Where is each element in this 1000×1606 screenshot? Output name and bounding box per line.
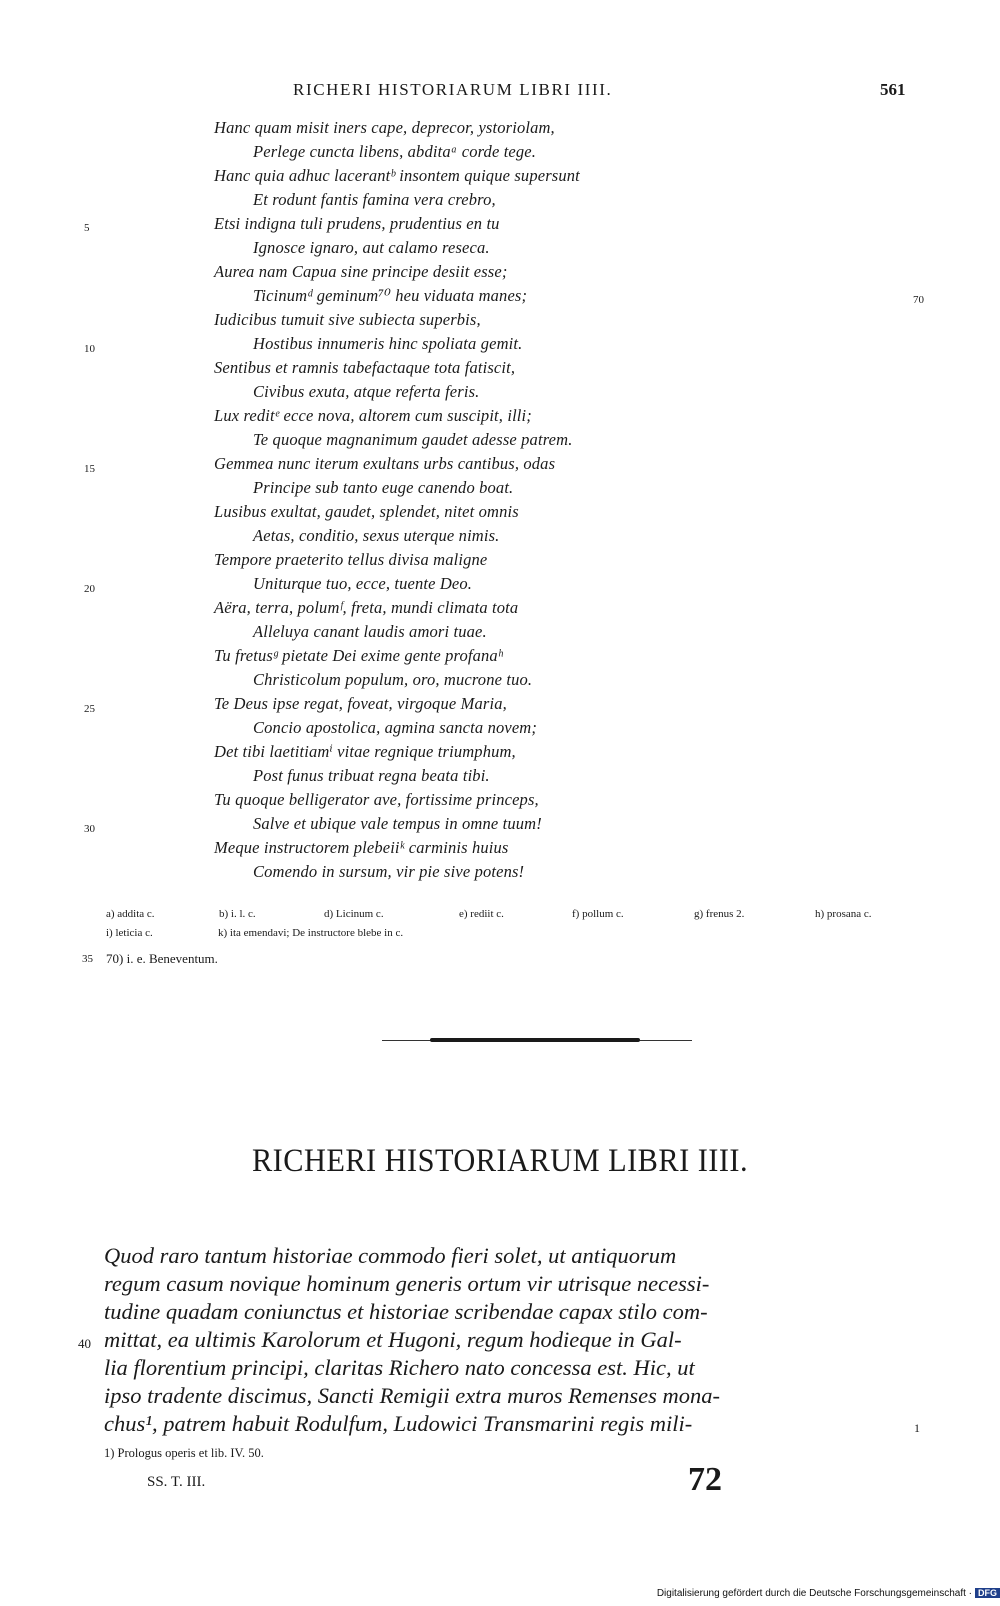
verse-line: Hanc quam misit iners cape, deprecor, ystoriolam, — [214, 118, 555, 137]
verse-line: Meque instructorem plebeiiᵏ carminis huius — [214, 838, 509, 857]
prose-line: mittat, ea ultimis Karolorum et Hugoni, regum hodieque in Gal- — [104, 1327, 682, 1352]
prose-line: tudine quadam coniunctus et historiae scribendae capax stilo com- — [104, 1299, 708, 1324]
verse-line: Uniturque tuo, ecce, tuente Deo. — [253, 574, 473, 593]
verse-line: Alleluya canant laudis amori tuae. — [253, 622, 487, 641]
footnote-70: 70) i. e. Beneventum. — [106, 951, 218, 966]
verse-line: Etsi indigna tuli prudens, prudentius en tu — [214, 214, 500, 233]
footnote: i) leticia c. — [106, 927, 153, 939]
line-number: 35 — [82, 953, 93, 965]
verse-line: Lusibus exultat, gaudet, splendet, nitet omnis — [214, 502, 519, 521]
verse-line: Det tibi laetitiamⁱ vitae regnique triumphum, — [214, 742, 516, 761]
dfg-credit — [657, 1588, 1000, 1599]
footnote: d) Licinum c. — [324, 908, 384, 920]
verse-line: Aetas, conditio, sexus uterque nimis. — [253, 526, 500, 545]
verse-line: Te Deus ipse regat, foveat, virgoque Maria, — [214, 694, 507, 713]
verse-line: Tu fretusᵍ pietate Dei exime gente profanaʰ — [214, 646, 503, 665]
verse-line: Hanc quia adhuc lacerantᵇ insontem quique supersunt — [214, 166, 580, 185]
dfg-credit-text: Digitalisierung gefördert durch die Deutsche Forschungsgemeinschaft · — [656, 1588, 972, 1599]
line-number: 25 — [84, 703, 95, 715]
verse-line: Perlege cuncta libens, abditaᵃ corde tege. — [253, 142, 537, 161]
line-number: 10 — [84, 343, 95, 355]
margin-reference: 70 — [913, 294, 924, 306]
verse-line: Hostibus innumeris hinc spoliata gemit. — [253, 334, 523, 353]
verse-line: Concio apostolica, agmina sancta novem; — [253, 718, 538, 737]
verse-line: Ignosce ignaro, aut calamo reseca. — [253, 238, 490, 257]
footnote: k) ita emendavi; De instructore blebe in c. — [218, 927, 404, 939]
page-number: 561 — [880, 80, 906, 99]
section-title: RICHERI HISTORIARUM LIBRI IIII. — [251, 1143, 749, 1179]
footnote: f) pollum c. — [572, 908, 624, 920]
verse-line: Comendo in sursum, vir pie sive potens! — [253, 862, 525, 881]
prose-line: regum casum novique hominum generis ortum vir utrisque necessi- — [104, 1271, 710, 1296]
line-number: 20 — [84, 583, 95, 595]
dfg-logo: DFG — [975, 1588, 1000, 1598]
line-number: 30 — [84, 823, 95, 835]
prose-line: ipso tradente discimus, Sancti Remigii extra muros Remenses mona- — [104, 1383, 720, 1408]
prose-footnote: 1) Prologus operis et lib. IV. 50. — [104, 1446, 264, 1460]
line-number: 15 — [84, 463, 95, 475]
verse-line: Et rodunt fantis famina vera crebro, — [253, 190, 496, 209]
line-number: 5 — [84, 222, 90, 234]
signature-mark: SS. T. III. — [147, 1474, 206, 1490]
prose-line: Quod raro tantum historiae commodo fieri solet, ut antiquorum — [104, 1243, 677, 1268]
verse-line: Tempore praeterito tellus divisa maligne — [214, 550, 488, 569]
prose-line: chus¹, patrem habuit Rodulfum, Ludowici Transmarini regis mili- — [104, 1411, 693, 1436]
sheet-number: 72 — [688, 1461, 722, 1498]
verse-line: Sentibus et ramnis tabefactaque tota fatiscit, — [214, 358, 516, 377]
verse-line: Christicolum populum, oro, mucrone tuo. — [253, 670, 533, 689]
footnote: b) i. l. c. — [219, 908, 256, 920]
footnote: h) prosana c. — [815, 908, 872, 920]
verse-line: Iudicibus tumuit sive subiecta superbis, — [214, 310, 481, 329]
margin-reference: 1 — [914, 1421, 920, 1435]
verse-line: Lux reditᵉ ecce nova, altorem cum suscipit, illi; — [214, 406, 532, 425]
footnote: a) addita c. — [106, 908, 155, 920]
verse-line: Post funus tribuat regna beata tibi. — [253, 766, 490, 785]
verse-line: Te quoque magnanimum gaudet adesse patrem. — [253, 430, 573, 449]
footnote: e) rediit c. — [459, 908, 504, 920]
verse-line: Civibus exuta, atque referta feris. — [253, 382, 480, 401]
verse-line: Principe sub tanto euge canendo boat. — [253, 478, 514, 497]
verse-line: Tu quoque belligerator ave, fortissime princeps, — [214, 790, 539, 809]
verse-line: Ticinumᵈ geminum⁷⁰ heu viduata manes; — [253, 286, 528, 305]
divider-rule-heavy — [430, 1038, 640, 1042]
running-title: RICHERI HISTORIARUM LIBRI IIII. — [293, 80, 613, 99]
verse-line: Aëra, terra, polumᶠ, freta, mundi climata tota — [214, 598, 519, 617]
prose-line: lia florentium principi, claritas Richero nato concessa est. Hic, ut — [104, 1355, 695, 1380]
line-number: 40 — [78, 1336, 91, 1351]
verse-line: Gemmea nunc iterum exultans urbs cantibus, odas — [214, 454, 556, 473]
footnote: g) frenus 2. — [694, 908, 745, 920]
verse-line: Aurea nam Capua sine principe desiit esse; — [214, 262, 508, 281]
verse-line: Salve et ubique vale tempus in omne tuum! — [253, 814, 542, 833]
